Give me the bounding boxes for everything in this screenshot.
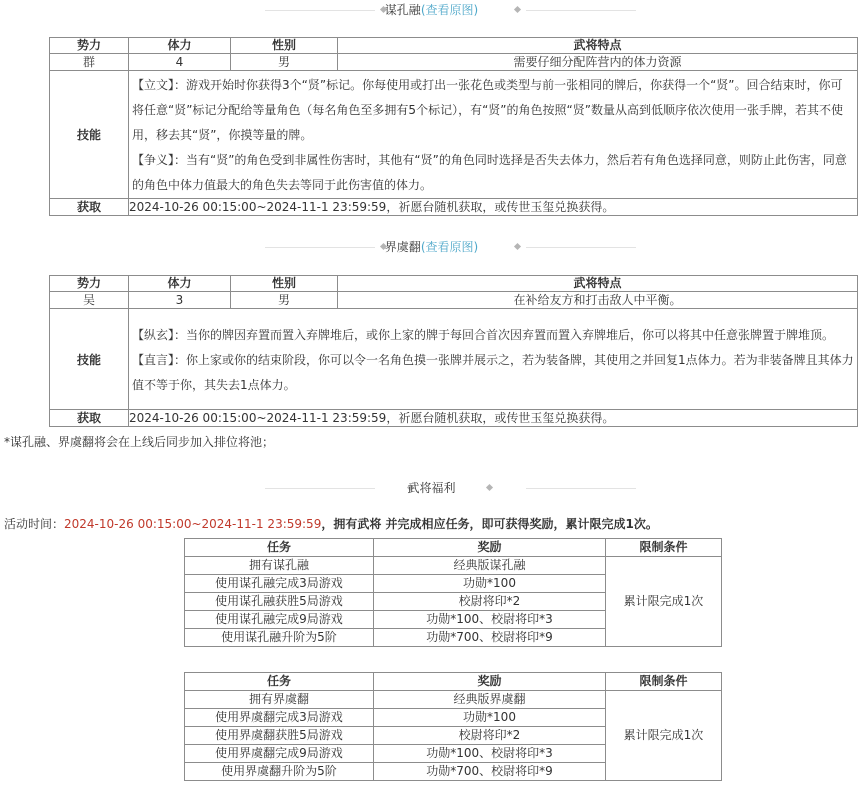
section-divider-1 <box>0 2 863 18</box>
welfare-title: 武将福利 <box>407 481 456 495</box>
header-reward: 奖励 <box>374 673 606 691</box>
task-cell: 拥有界虞翻 <box>185 691 374 709</box>
hp-value: 4 <box>129 54 231 71</box>
header-task: 任务 <box>185 673 374 691</box>
task-cell: 使用谋孔融获胜5局游戏 <box>185 593 374 611</box>
obtain-label: 获取 <box>50 199 129 216</box>
table-row <box>185 557 722 575</box>
reward-cell: 经典版界虞翻 <box>374 691 606 709</box>
section-title: 谋孔融 <box>384 3 421 17</box>
reward-table-2 <box>184 672 722 781</box>
reward-cell: 经典版谋孔融 <box>374 557 606 575</box>
header-faction: 势力 <box>50 276 129 292</box>
task-cell: 使用谋孔融完成3局游戏 <box>185 575 374 593</box>
trait-value: 需要仔细分配阵营内的体力资源 <box>338 54 858 71</box>
limit-cell: 累计限完成1次 <box>606 557 722 647</box>
obtain-label: 获取 <box>50 410 129 427</box>
header-faction: 势力 <box>50 38 129 54</box>
skill-description <box>129 71 858 199</box>
faction-value: 吴 <box>50 292 129 309</box>
reward-cell: 功勋*700、校尉将印*9 <box>374 629 606 647</box>
header-limit: 限制条件 <box>606 673 722 691</box>
activity-label: 活动时间： <box>4 517 65 531</box>
section-divider-2 <box>0 239 863 255</box>
skill-label: 技能 <box>50 309 129 410</box>
view-original-link[interactable]: (查看原图) <box>420 3 479 17</box>
reward-cell: 功勋*100、校尉将印*3 <box>374 611 606 629</box>
obtain-value: 2024-10-26 00:15:00~2024-11-1 23:59:59，祈愿台随机获取，或传世玉玺兑换获得。 <box>129 410 858 427</box>
general-info-table-2 <box>49 275 858 427</box>
activity-time: 2024-10-26 00:15:00~2024-11-1 23:59:59 <box>64 517 322 531</box>
obtain-value: 2024-10-26 00:15:00~2024-11-1 23:59:59，祈愿台随机获取，或传世玉玺兑换获得。 <box>129 199 858 216</box>
general-info-table-1 <box>49 37 858 216</box>
header-task: 任务 <box>185 539 374 557</box>
hp-value: 3 <box>129 292 231 309</box>
header-gender: 性别 <box>231 276 338 292</box>
header-hp: 体力 <box>129 38 231 54</box>
welfare-divider <box>0 480 863 496</box>
gender-value: 男 <box>231 292 338 309</box>
section-title: 界虞翻 <box>384 240 421 254</box>
reward-cell: 功勋*100 <box>374 709 606 727</box>
task-cell: 使用界虞翻完成9局游戏 <box>185 745 374 763</box>
gender-value: 男 <box>231 54 338 71</box>
task-cell: 使用谋孔融完成9局游戏 <box>185 611 374 629</box>
reward-cell: 功勋*700、校尉将印*9 <box>374 763 606 781</box>
task-cell: 使用界虞翻完成3局游戏 <box>185 709 374 727</box>
limit-cell: 累计限完成1次 <box>606 691 722 781</box>
header-trait: 武将特点 <box>338 276 858 292</box>
header-trait: 武将特点 <box>338 38 858 54</box>
skill-text: 【直言】：你上家或你的结束阶段，你可以令一名角色摸一张牌并展示之，若为装备牌，其使用之并回复1点体力。若为非装备牌且其体力值不等于你，其失去1点体力。 <box>132 352 854 392</box>
skill-description <box>129 309 858 410</box>
task-cell: 使用界虞翻升阶为5阶 <box>185 763 374 781</box>
trait-value: 在补给友方和打击敌人中平衡。 <box>338 292 858 309</box>
view-original-link[interactable]: (查看原图) <box>420 240 479 254</box>
reward-cell: 功勋*100、校尉将印*3 <box>374 745 606 763</box>
task-cell: 拥有谋孔融 <box>185 557 374 575</box>
activity-info <box>4 516 658 532</box>
skill-text: 【纵玄】：当你的牌因弃置而置入弃牌堆后，或你上家的牌于每回合首次因弃置而置入弃牌堆后，你可以将其中任意张牌置于牌堆顶。 <box>132 327 835 342</box>
reward-cell: 功勋*100 <box>374 575 606 593</box>
reward-cell: 校尉将印*2 <box>374 593 606 611</box>
skill-label: 技能 <box>50 71 129 199</box>
faction-value: 群 <box>50 54 129 71</box>
activity-text: ，拥有武将 并完成相应任务，即可获得奖励，累计限完成1次。 <box>321 517 658 531</box>
pool-note: *谋孔融、界虞翻将会在上线后同步加入排位将池； <box>4 435 275 449</box>
header-hp: 体力 <box>129 276 231 292</box>
header-gender: 性别 <box>231 38 338 54</box>
skill-text: 【立文】：游戏开始时你获得3个“贤”标记。你每使用或打出一张花色或类型与前一张相同的牌后，你获得一个“贤”。回合结束时，你可将任意“贤”标记分配给等量角色（每名角色至多拥有5个标记），有“贤”的角色按照“贤”数量从高到低顺序依次使用一张手牌，若其不使用，移去其“贤”，你摸等量的牌。 <box>132 78 843 142</box>
table-row <box>185 691 722 709</box>
task-cell: 使用谋孔融升阶为5阶 <box>185 629 374 647</box>
reward-table-1 <box>184 538 722 647</box>
reward-cell: 校尉将印*2 <box>374 727 606 745</box>
task-cell: 使用界虞翻获胜5局游戏 <box>185 727 374 745</box>
header-reward: 奖励 <box>374 539 606 557</box>
skill-text: 【争义】：当有“贤”的角色受到非属性伤害时，其他有“贤”的角色同时选择是否失去体力，然后若有角色选择同意，则防止此伤害，同意的角色中体力值最大的角色失去等同于此伤害值的体力。 <box>132 153 847 192</box>
header-limit: 限制条件 <box>606 539 722 557</box>
